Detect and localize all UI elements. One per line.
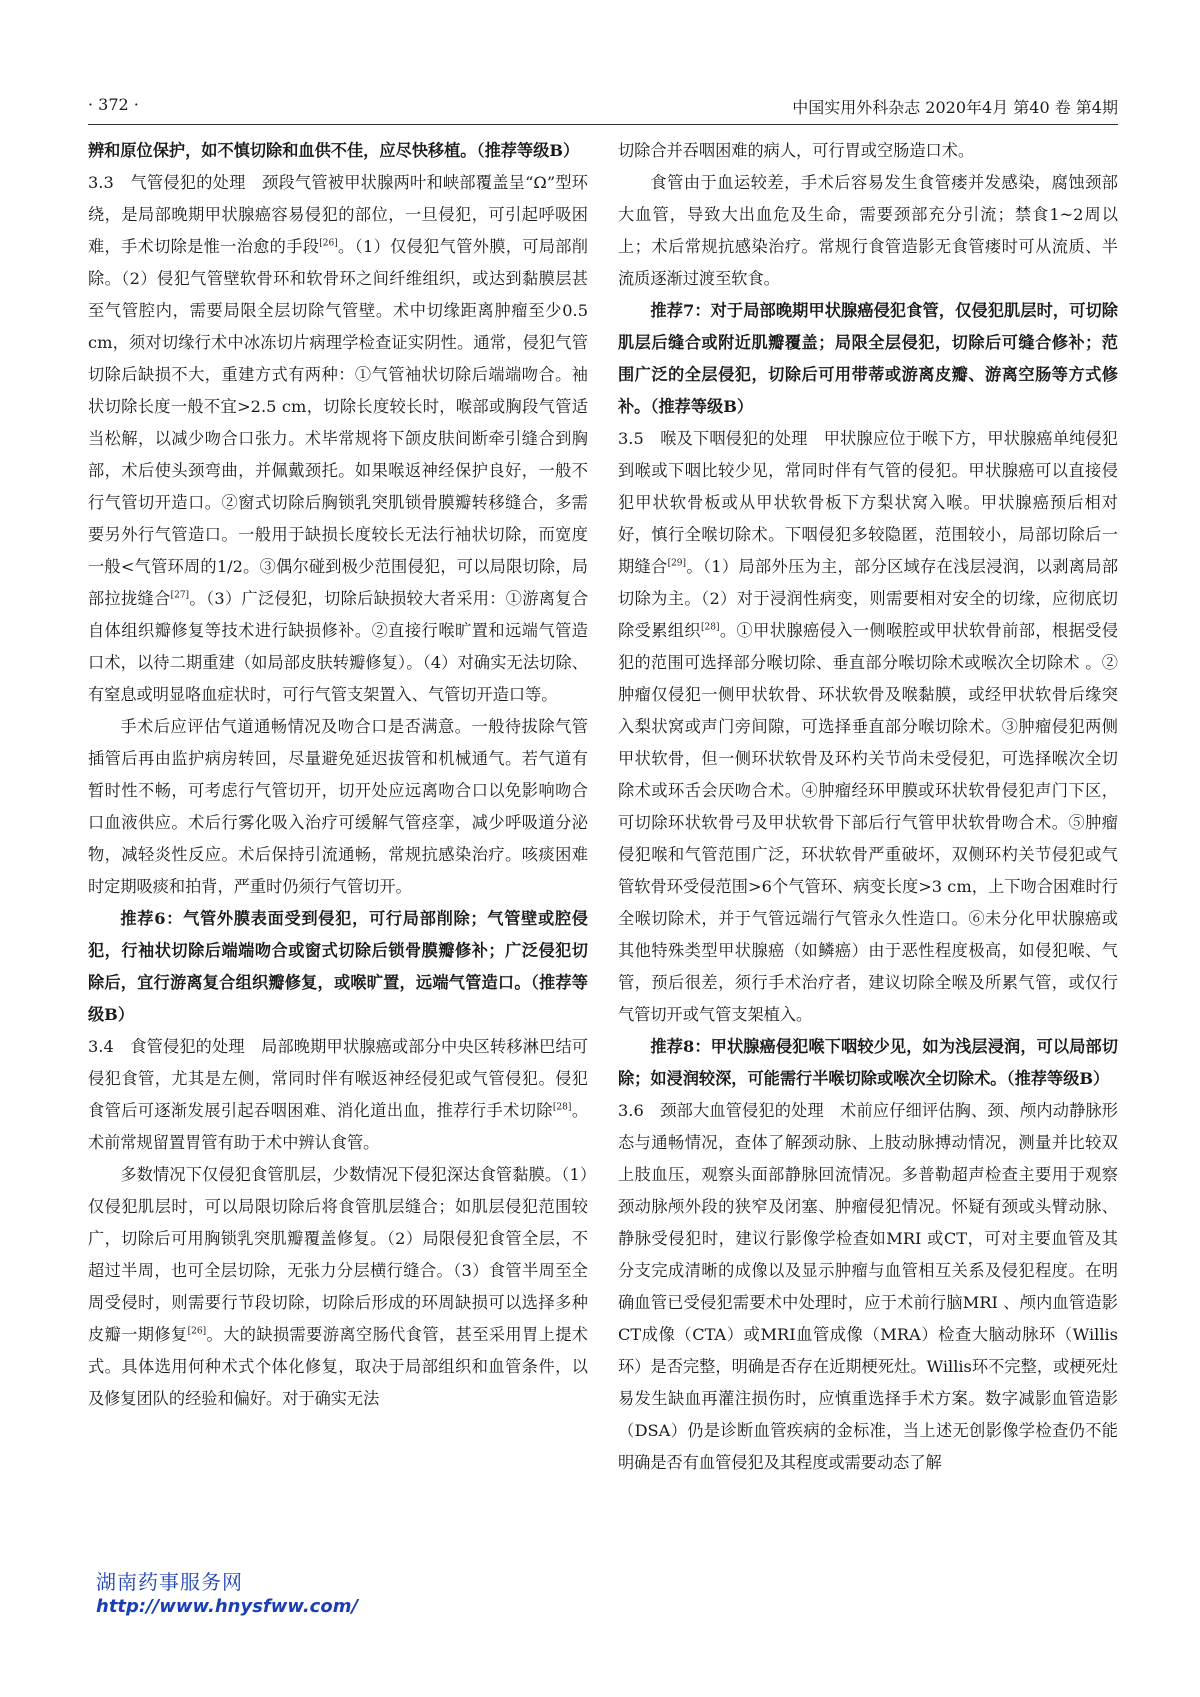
- right-column: [618, 135, 1118, 1540]
- paragraph: 食管由于血运较差，手术后容易发生食管瘘并发感染，腐蚀颈部大血管，导致大出血危及生命，需要颈部充分引流；禁食1~2周以上；术后常规抗感染治疗。常规行食管造影无食管瘘时可从流质、半流质逐渐过渡至软食。: [618, 173, 1118, 288]
- citation-ref: [28]: [701, 622, 720, 633]
- paragraph: 手术后应评估气道通畅情况及吻合口是否满意。一般待拔除气管插管后再由监护病房转回，尽量避免延迟拔管和机械通气。若气道有暂时性不畅，可考虑行气管切开，切开处应远离吻合口以免影响吻合口血液供应。术后行雾化吸入治疗可缓解气管痉挛，减少呼吸道分泌物，减轻炎性反应。术后保持引流通畅，常规抗感染治疗。咳痰困难时定期吸痰和拍背，严重时仍须行气管切开。: [88, 717, 588, 896]
- paragraph: 3.3 气管侵犯的处理 颈段气管被甲状腺两叶和峡部覆盖呈“Ω”型环绕，是局部晚期甲状腺癌容易侵犯的部位，一旦侵犯，可引起呼吸困难，手术切除是惟一治愈的手段[26]。（1）仅侵犯气管外膜，可局部削除。（2）侵犯气管壁软骨环和软骨环之间纤维组织，或达到黏膜层甚至气管腔内，需要局限全层切除气管壁。术中切缘距离肿瘤至少0.5 cm，须对切缘行术中冰冻切片病理学检查证实阴性。通常，侵犯气管切除后缺损不大，重建方式有两种：①气管袖状切除后端端吻合。袖状切除长度一般不宜>2.5 cm，切除长度较长时，喉部或胸段气管适当松解，以减少吻合口张力。术毕常规将下颌皮肤间断牵引缝合到胸部，术后使头颈弯曲，并佩戴颈托。如果喉返神经保护良好，一般不行气管切开造口。②窗式切除后胸锁乳突肌锁骨膜瓣转移缝合，多需要另外行气管造口。一般用于缺损长度较长无法行袖状切除，而宽度一般<气管环周的1/2。③偶尔碰到极少范围侵犯，可以局限切除，局部拉拢缝合[27]。（3）广泛侵犯，切除后缺损较大者采用：①游离复合自体组织瓣修复等技术进行缺损修补。②直接行喉旷置和远端气管造口术，以待二期重建（如局部皮肤转瓣修复）。（4）对确实无法切除、有窒息或明显咯血症状时，可行气管支架置入、气管切开造口等。: [88, 173, 588, 704]
- citation-ref: [28]: [552, 1102, 572, 1113]
- header-rule: [88, 124, 1118, 125]
- paragraph: 3.4 食管侵犯的处理 局部晚期甲状腺癌或部分中央区转移淋巴结可侵犯食管，尤其是左侧，常同时伴有喉返神经侵犯或气管侵犯。侵犯食管后可逐渐发展引起吞咽困难、消化道出血，推荐行手术切除[28]。术前常规留置胃管有助于术中辨认食管。: [88, 1037, 588, 1152]
- paragraph: 3.6 颈部大血管侵犯的处理 术前应仔细评估胸、颈、颅内动静脉形态与通畅情况，查体了解颈动脉、上肢动脉搏动情况，测量并比较双上肢血压，观察头面部静脉回流情况。多普勒超声检查主要用于观察颈动脉颅外段的狭窄及闭塞、肿瘤侵犯情况。怀疑有颈或头臂动脉、静脉受侵犯时，建议行影像学检查如MRI 或CT，可对主要血管及其分支完成清晰的成像以及显示肿瘤与血管相互关系及侵犯程度。在明确血管已受侵犯需要术中处理时，应于术前行脑MRI 、颅内血管造影CT成像（CTA）或MRI血管成像（MRA）检查大脑动脉环（Willis环）是否完整，明确是否存在近期梗死灶。Willis环不完整，或梗死灶易发生缺血再灌注损伤时，应慎重选择手术方案。数字减影血管造影（DSA）仍是诊断血管疾病的金标准，当上述无创影像学检查仍不能明确是否有血管侵犯及其程度或需要动态了解: [618, 1101, 1118, 1472]
- citation-ref: [26]: [187, 1326, 207, 1337]
- journal-info: 中国实用外科杂志 2020年4月 第40 卷 第4期: [792, 98, 1118, 117]
- paragraph: 切除合并吞咽困难的病人，可行胃或空肠造口术。: [618, 141, 975, 160]
- page-number: · 372 ·: [88, 95, 139, 114]
- paragraph: 推荐6：气管外膜表面受到侵犯，可行局部削除；气管壁或腔侵犯，行袖状切除后端端吻合或窗式切除后锁骨膜瓣修补；广泛侵犯切除后，宜行游离复合组织瓣修复，或喉旷置，远端气管造口。（推荐等级B）: [88, 909, 588, 1024]
- left-column: [88, 135, 588, 1540]
- paragraph: 推荐8：甲状腺癌侵犯喉下咽较少见，如为浅层浸润，可以局部切除；如浸润较深，可能需行半喉切除或喉次全切除术。（推荐等级B）: [618, 1037, 1118, 1088]
- citation-ref: [26]: [319, 238, 338, 249]
- citation-ref: [27]: [170, 590, 190, 601]
- watermark-site-name: 湖南药事服务网: [96, 1570, 243, 1594]
- paragraph: 3.5 喉及下咽侵犯的处理 甲状腺应位于喉下方，甲状腺癌单纯侵犯到喉或下咽比较少见，常同时伴有气管的侵犯。甲状腺癌可以直接侵犯甲状软骨板或从甲状软骨板下方梨状窝入喉。甲状腺癌预后相对好，慎行全喉切除术。下咽侵犯多较隐匿，范围较小，局部切除后一期缝合[29]。（1）局部外压为主，部分区域存在浅层浸润，以剥离局部切除为主。（2）对于浸润性病变，则需要相对安全的切缘，应彻底切除受累组织[28]。①甲状腺癌侵入一侧喉腔或甲状软骨前部，根据受侵犯的范围可选择部分喉切除、垂直部分喉切除术或喉次全切除术 。②肿瘤仅侵犯一侧甲状软骨、环状软骨及喉黏膜，或经甲状软骨后缘突入梨状窝或声门旁间隙，可选择垂直部分喉切除术。③肿瘤侵犯两侧甲状软骨，但一侧环状软骨及环杓关节尚未受侵犯，可选择喉次全切除术或环舌会厌吻合术。④肿瘤经环甲膜或环状软骨侵犯声门下区，可切除环状软骨弓及甲状软骨下部后行气管甲状软骨吻合术。⑤肿瘤侵犯喉和气管范围广泛，环状软骨严重破坏，双侧环杓关节侵犯或气管软骨环受侵范围>6个气管环、病变长度>3 cm，上下吻合困难时行全喉切除术，并于气管远端行气管永久性造口。⑥未分化甲状腺癌或其他特殊类型甲状腺癌（如鳞癌）由于恶性程度极高，如侵犯喉、气管，预后很差，须行手术治疗者，建议切除全喉及所累气管，或仅行气管切开或气管支架植入。: [618, 429, 1118, 1024]
- paragraph: 多数情况下仅侵犯食管肌层，少数情况下侵犯深达食管黏膜。（1）仅侵犯肌层时，可以局限切除后将食管肌层缝合；如肌层侵犯范围较广，切除后可用胸锁乳突肌瓣覆盖修复。（2）局限侵犯食管全层，不超过半周，也可全层切除，无张力分层横行缝合。（3）食管半周至全周受侵时，则需要行节段切除，切除后形成的环周缺损可以选择多种皮瓣一期修复[26]。大的缺损需要游离空肠代食管，甚至采用胃上提术式。具体选用何种术式个体化修复，取决于局部组织和血管条件，以及修复团队的经验和偏好。对于确实无法: [88, 1165, 588, 1408]
- paragraph: 推荐7：对于局部晚期甲状腺癌侵犯食管，仅侵犯肌层时，可切除肌层后缝合或附近肌瓣覆盖；局限全层侵犯，切除后可缝合修补；范围广泛的全层侵犯，切除后可用带蒂或游离皮瓣、游离空肠等方式修补。（推荐等级B）: [618, 301, 1118, 416]
- watermark-url[interactable]: http://www.hnysfww.com/: [96, 1596, 359, 1617]
- paragraph: 辨和原位保护，如不慎切除和血供不佳，应尽快移植。（推荐等级B）: [88, 141, 580, 160]
- running-header: [88, 95, 1118, 125]
- citation-ref: [29]: [667, 558, 687, 569]
